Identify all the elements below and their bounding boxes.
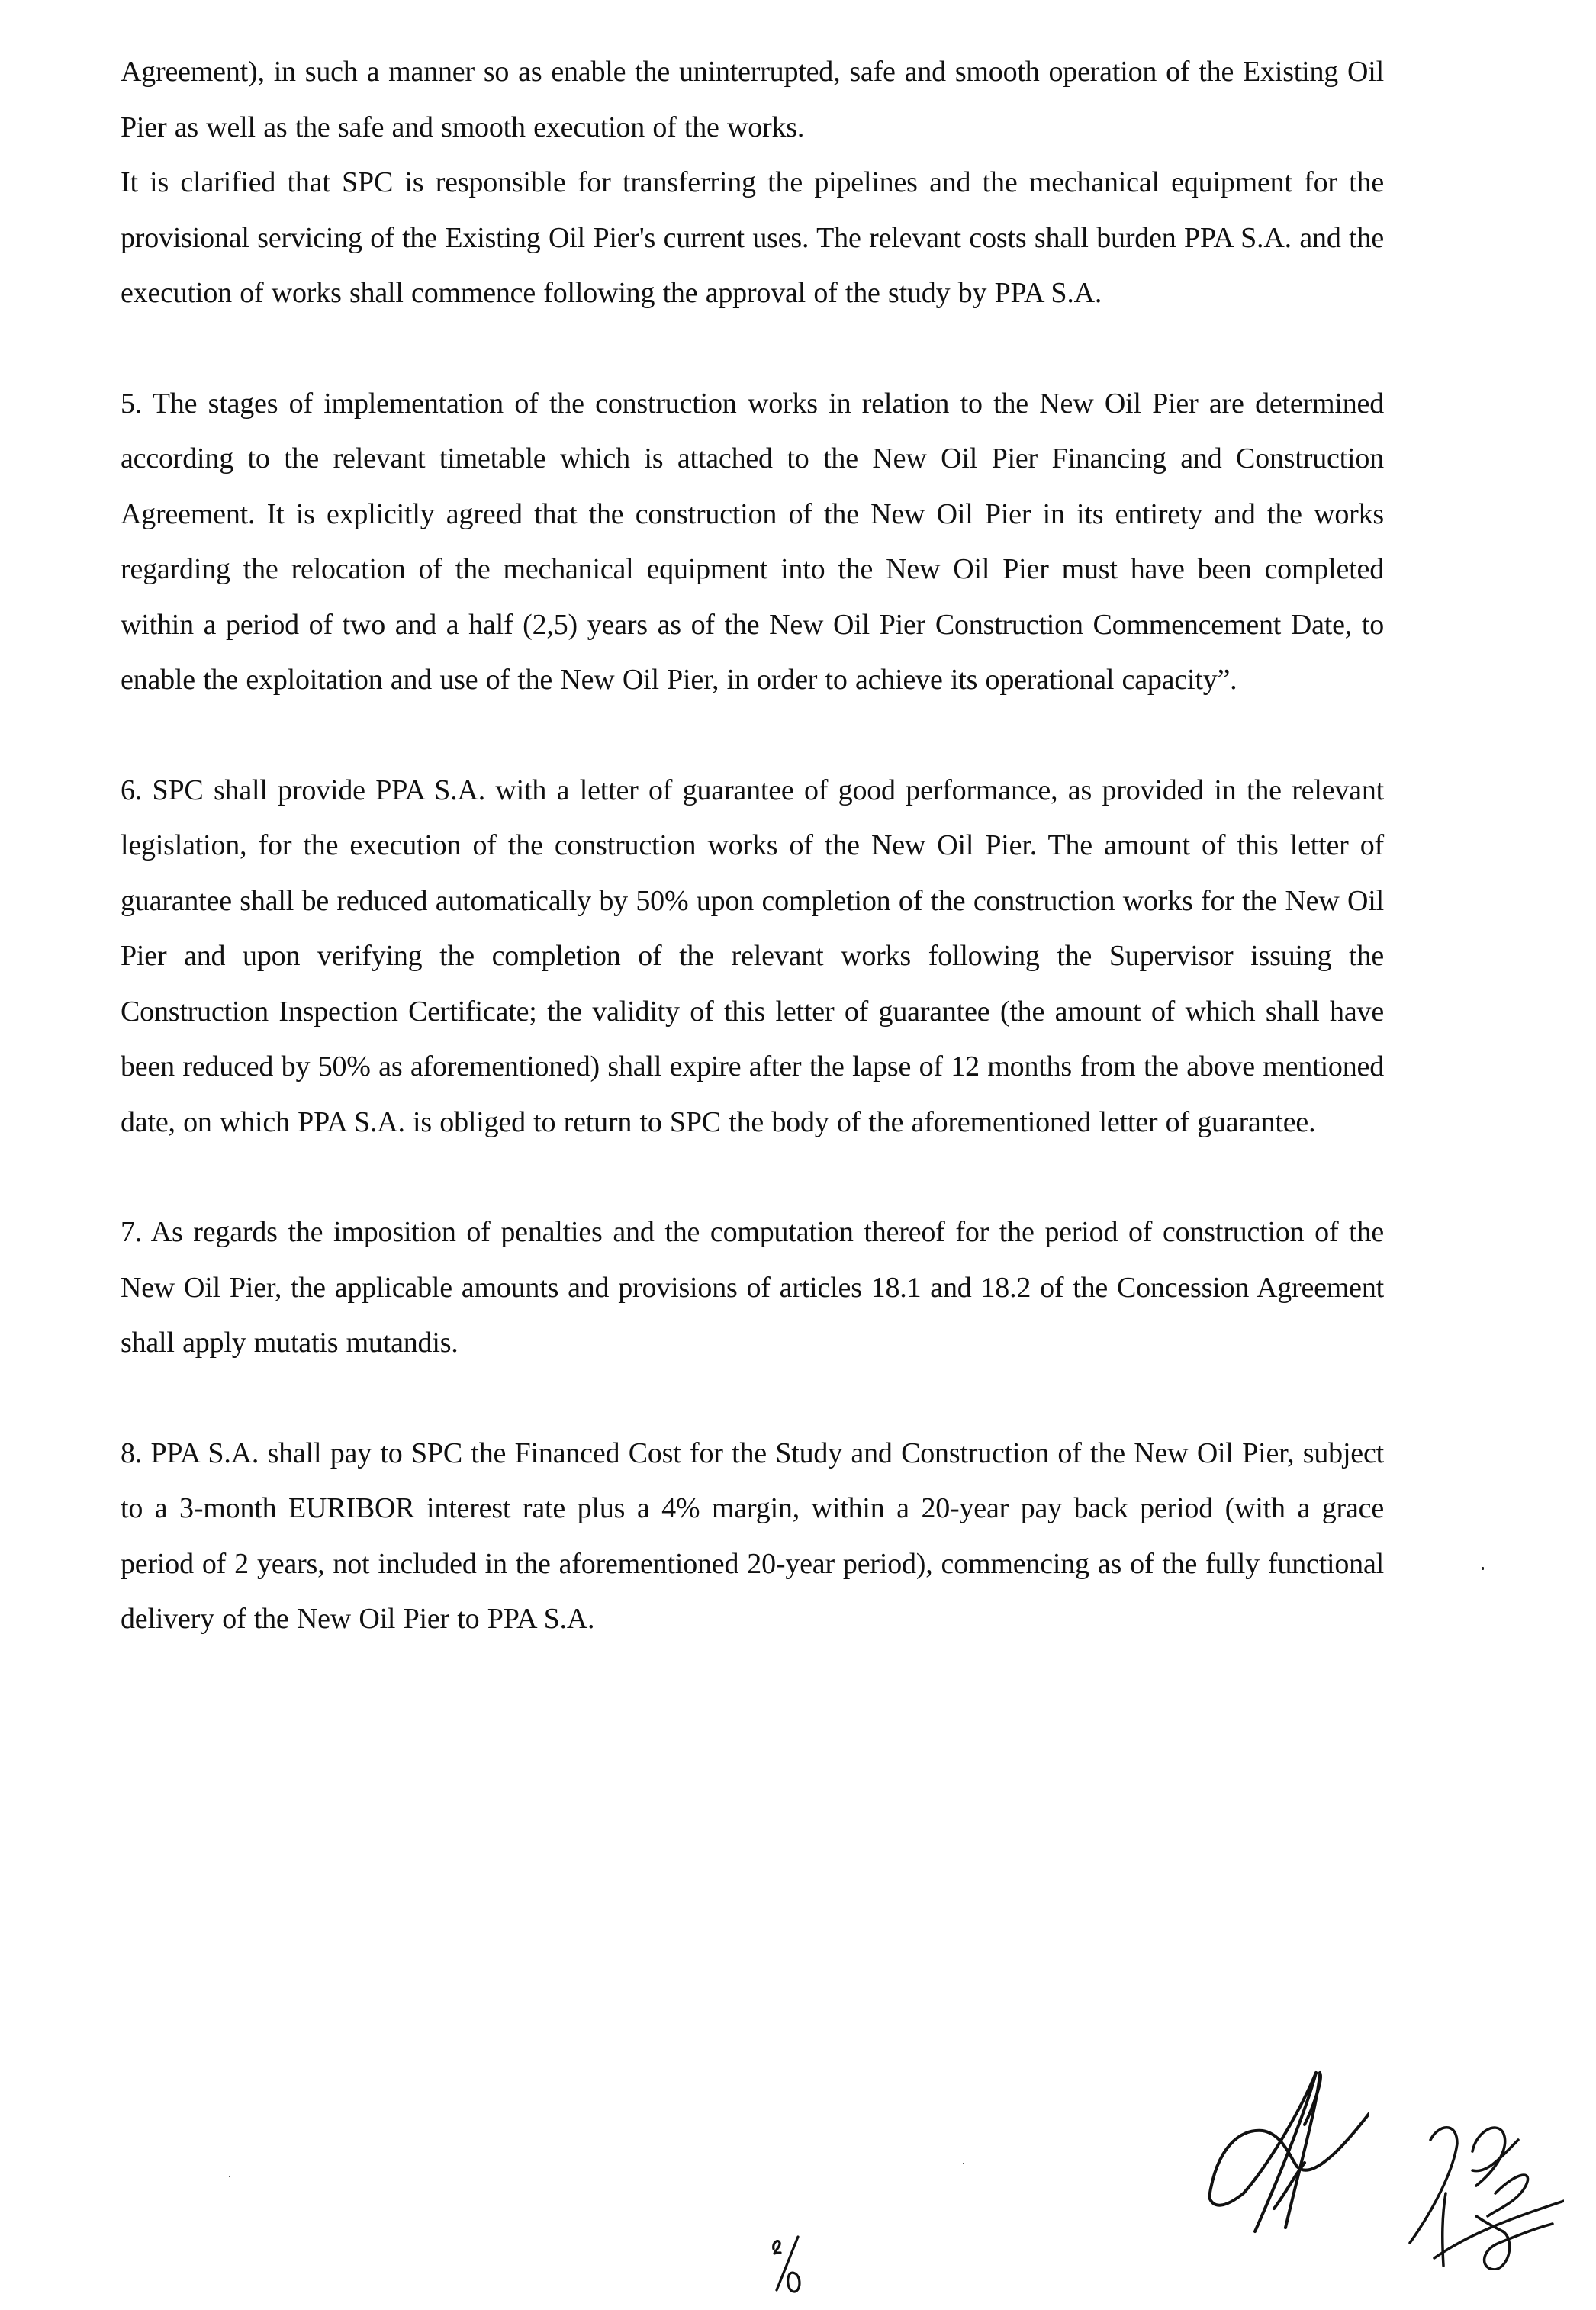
scan-speck xyxy=(229,2176,230,2177)
scan-speck xyxy=(963,2163,964,2164)
paragraph-8: 8. PPA S.A. shall pay to SPC the Financed Cost for the Study and Construction of the New Oil Pier, subject to a 3-month EURIBOR interest rate plus a 4% margin, within a 20-year pay back period (with a grace period of 2 years, not included in the aforementioned 20-year period), commencing as of the fully functional delivery of the New Oil Pier to PPA S.A. xyxy=(121,1437,1384,1635)
document-body xyxy=(121,44,1384,1647)
paragraph-4-clarification: It is clarified that SPC is responsible for transferring the pipelines and the mechanical equipment for the provisional servicing of the Existing Oil Pier's current uses. The relevant costs shall burden PPA S.A. and the execution of works shall commence following the approval of the study by PPA S.A. xyxy=(121,166,1384,309)
paragraph-4-continuation: Agreement), in such a manner so as enable the uninterrupted, safe and smooth operation of the Existing Oil Pier as well as the safe and smooth execution of the works. xyxy=(121,56,1384,143)
signature-right-icon xyxy=(1404,2086,1564,2270)
paragraph-5: 5. The stages of implementation of the construction works in relation to the New Oil Pier are determined according to the relevant timetable which is attached to the New Oil Pier Financing and Construction Agreement. It is explicitly agreed that the construction of the New Oil Pier in its entirety and the works regarding the relocation of the mechanical equipment into the New Oil Pier must have been completed within a period of two and a half (2,5) years as of the New Oil Pier Construction Commencement Date, to enable the exploitation and use of the New Oil Pier, in order to achieve its operational capacity”. xyxy=(121,387,1384,696)
paragraph-7: 7. As regards the imposition of penalties and the computation thereof for the period of construction of the New Oil Pier, the applicable amounts and provisions of articles 18.1 and 18.2 of the Concession Agreement shall apply mutatis mutandis. xyxy=(121,1216,1384,1359)
scan-speck xyxy=(1482,1567,1484,1570)
signature-left-icon xyxy=(1202,2064,1369,2247)
page-number-mark xyxy=(771,2228,809,2296)
paragraph-6: 6. SPC shall provide PPA S.A. with a letter of guarantee of good performance, as provided in the relevant legislation, for the execution of the construction works of the New Oil Pier. The amount of this letter of guarantee shall be reduced automatically by 50% upon completion of the construction works for the New Oil Pier and upon verifying the completion of the relevant works following the Supervisor issuing the Construction Inspection Certificate; the validity of this letter of guarantee (the amount of which shall have been reduced by 50% as aforementioned) shall expire after the lapse of 12 months from the above mentioned date, on which PPA S.A. is obliged to return to SPC the body of the aforementioned letter of guarantee. xyxy=(121,774,1384,1138)
